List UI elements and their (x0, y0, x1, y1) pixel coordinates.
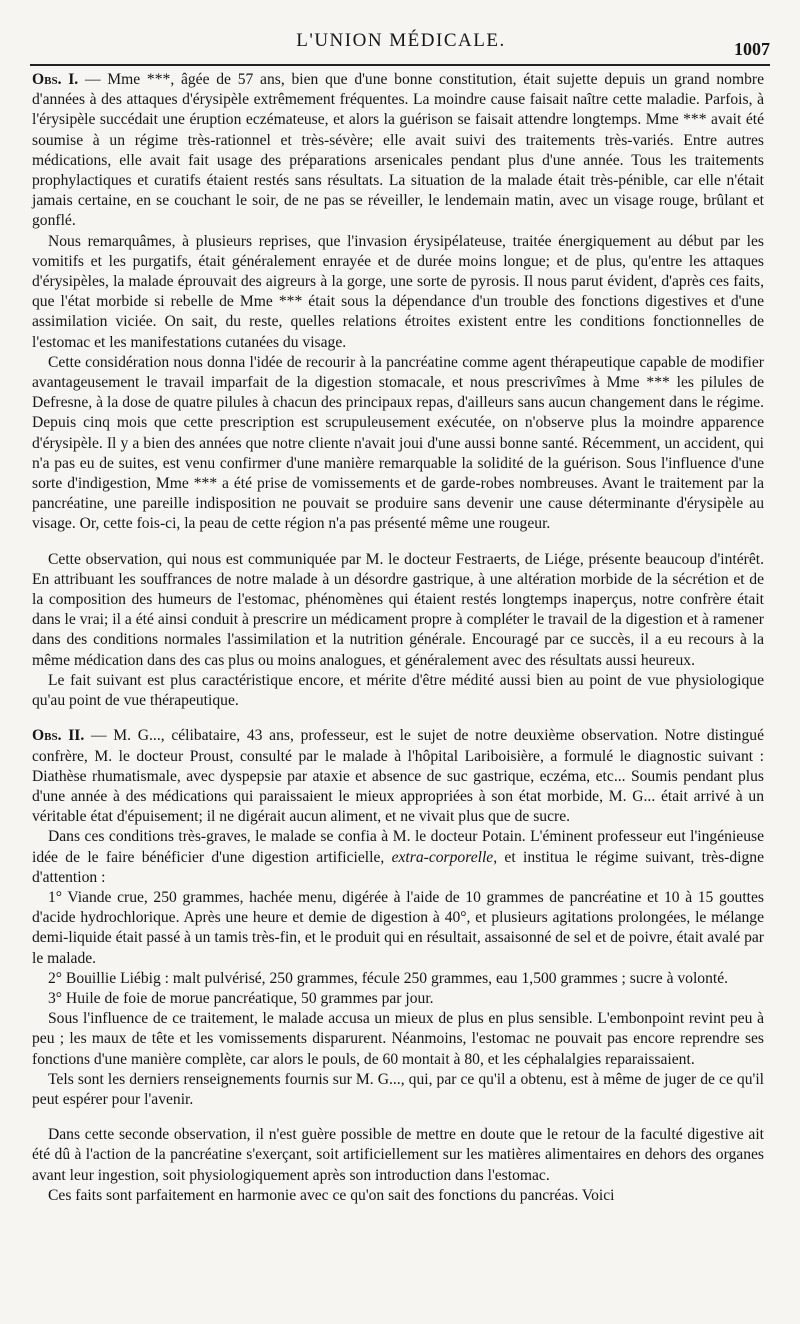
observation-1-label: Obs. I. (32, 71, 79, 88)
observation-2-paragraph-1 (32, 726, 764, 827)
article-body (32, 70, 764, 1206)
observation-2-p2-after: , et institua le régime suivant, très-digne d'attention : (32, 848, 764, 886)
observation-2-p2-before: Dans ces conditions très-graves, le malade se confia à M. le docteur Potain. L'éminent professeur eut l'ingénieuse idée de le faire bénéficier d'une digestion artificielle, (32, 828, 764, 866)
observation-1-paragraph-2: Nous remarquâmes, à plusieurs reprises, que l'invasion érysipélateuse, traitée énergiquement au début par les vomitifs et les purgatifs, était généralement enrayée et de durée moins longue; et de plus, qu'entre les attaques d'érysipèles, la malade éprouvait des aigreurs à la gorge, une sorte de pyrosis. Il nous parut évident, d'après ces faits, que l'état morbide si rebelle de Mme *** était sous la dépendance d'un trouble des fonctions digestives et d'une assimilation viciée. On sait, du reste, quelles relations étroites existent entre les conditions fonctionnelles de l'estomac et les manifestations cutanées du visage. (32, 232, 764, 351)
regimen-item-1: 1° Viande crue, 250 grammes, hachée menu, digérée à l'aide de 10 grammes de pancréatine et 10 à 15 gouttes d'acide hydrochlorique. Après une heure et demie de digestion à 40°, et plusieurs agitations prolongées, le mélange demi-liquide était passé à un tamis très-fin, et le produit qui en résultait, assaisonné de sel et de poivre, était avalé par le malade. (32, 888, 764, 967)
observation-2-text: — M. G..., célibataire, 43 ans, professeur, est le sujet de notre deuxième observation. Notre distingué confrère, M. le docteur Proust, consulté par le malade à l'hôpital Lariboisière, a formulé le diagnostic suivant : Diathèse rhumatismale, avec dyspepsie par ataxie et absence de suc gastrique, eczéma, etc... Soumis pendant plus d'une année à des médications qui paraissaient le mieux appropriées à son état morbide, M. G... était arrivé à un véritable état d'épuisement; il ne digérait aucun aliment, et ne vivait plus que de sucre. (32, 727, 764, 826)
commentary-2-paragraph-1: Dans cette seconde observation, il n'est guère possible de mettre en doute que le retour de la faculté digestive ait été dû à l'action de la pancréatine s'exerçant, soit artificiellement sur les matières alimentaires en dehors des organes avant leur ingestion, soit physiologiquement après son introduction dans l'estomac. (32, 1126, 764, 1184)
observation-2-label: Obs. II. (32, 727, 85, 745)
commentary-2-paragraph-2: Ces faits sont parfaitement en harmonie avec ce qu'on sait des fonctions du pancréas. Voici (48, 1186, 615, 1204)
observation-2-paragraph-2 (32, 827, 764, 888)
regimen-item-3: 3° Huile de foie de morue pancréatique, 50 grammes par jour. (48, 989, 434, 1007)
running-title: L'UNION MÉDICALE. (296, 30, 506, 51)
observation-2-paragraph-3: Sous l'influence de ce traitement, le malade accusa un mieux de plus en plus sensible. L'embonpoint revint peu à peu ; les maux de tête et les vomissements disparurent. Néanmoins, l'estomac ne pouvait pas encore reprendre ses fonctions d'une manière complète, car alors le pouls, de 60 montait à 80, et les céphalalgies reparaissaient. (32, 1010, 764, 1068)
page-header (32, 30, 770, 64)
observation-1-paragraph-3: Cette considération nous donna l'idée de recourir à la pancréatine comme agent thérapeutique capable de modifier avantageusement le travail imparfait de la digestion stomacale, et nous prescrivîmes à Mme *** les pilules de Defresne, à la dose de quatre pilules à chacun des principaux repas, d'ailleurs sans aucun changement dans le régime. Depuis cinq mois que cette prescription est scrupuleusement exécutée, on n'observe plus la moindre apparence d'érysipèle. Il y a bien des années que notre cliente n'avait joui d'une aussi bonne santé. Récemment, un accident, qui n'a pas eu de suites, est venu confirmer d'une manière remarquable la solidité de la guérison. Sous l'influence d'une sorte d'indigestion, Mme *** a été prise de vomissements et de garde-robes nombreuses. Avant le traitement par la pancréatine, une pareille indisposition ne pouvait se produire sans devenir une cause déterminante d'érysipèle au visage. Or, cette fois-ci, la peau de cette région n'a pas présenté même une rougeur. (32, 353, 764, 533)
observation-1-paragraph-1 (32, 70, 764, 232)
header-rule (30, 64, 770, 66)
page-number: 1007 (734, 39, 770, 59)
observation-2-paragraph-4: Tels sont les derniers renseignements fournis sur M. G..., qui, par ce qu'il a obtenu, est à même de juger de ce qu'il peut espérer pour l'avenir. (32, 1070, 764, 1108)
commentary-1-paragraph-2: Le fait suivant est plus caractéristique encore, et mérite d'être médité aussi bien au point de vue physiologique qu'au point de vue thérapeutique. (32, 671, 764, 710)
observation-2-p2-emphasis: extra-corporelle (391, 848, 494, 866)
regimen-item-2: 2° Bouillie Liébig : malt pulvérisé, 250 grammes, fécule 250 grammes, eau 1,500 grammes ; sucre à volonté. (48, 969, 729, 987)
observation-1-text: — Mme ***, âgée de 57 ans, bien que d'une bonne constitution, était sujette depuis un grand nombre d'années à des attaques d'érysipèle extrêmement fréquentes. La moindre cause faisait naître cette maladie. Parfois, à l'érysipèle succédait une éruption eczémateuse, et alors la guérison se faisait attendre longtemps. Mme *** avait été soumise à un régime très-rationnel et très-sévère; elle avait suivi des traitements très-variés. Entre autres médications, elle avait fait usage des préparations arsenicales pendant plus d'une année. Tous les traitements prophylactiques et curatifs étaient restés sans résultats. La situation de la malade était très-pénible, car elle n'était jamais certaine, en se couchant le soir, de ne pas se réveiller, le lendemain matin, avec un visage rouge, brûlant et gonflé. (32, 71, 764, 230)
commentary-1-paragraph-1: Cette observation, qui nous est communiquée par M. le docteur Festraerts, de Liége, présente beaucoup d'intérêt. En attribuant les souffrances de notre malade à un désordre gastrique, à une altération morbide de la sécrétion et de la composition des humeurs de l'estomac, phénomènes qui étaient restés longtemps inaperçus, notre confrère était dans le vrai; il a été ainsi conduit à prescrire un médicament propre à compléter le travail de la digestion et à ramener dans des conditions normales l'assimilation et la nutrition générale. Encouragé par ce succès, il a eu recours à la même médication dans des cas plus ou moins analogues, et généralement avec des résultats aussi heureux. (32, 550, 764, 669)
